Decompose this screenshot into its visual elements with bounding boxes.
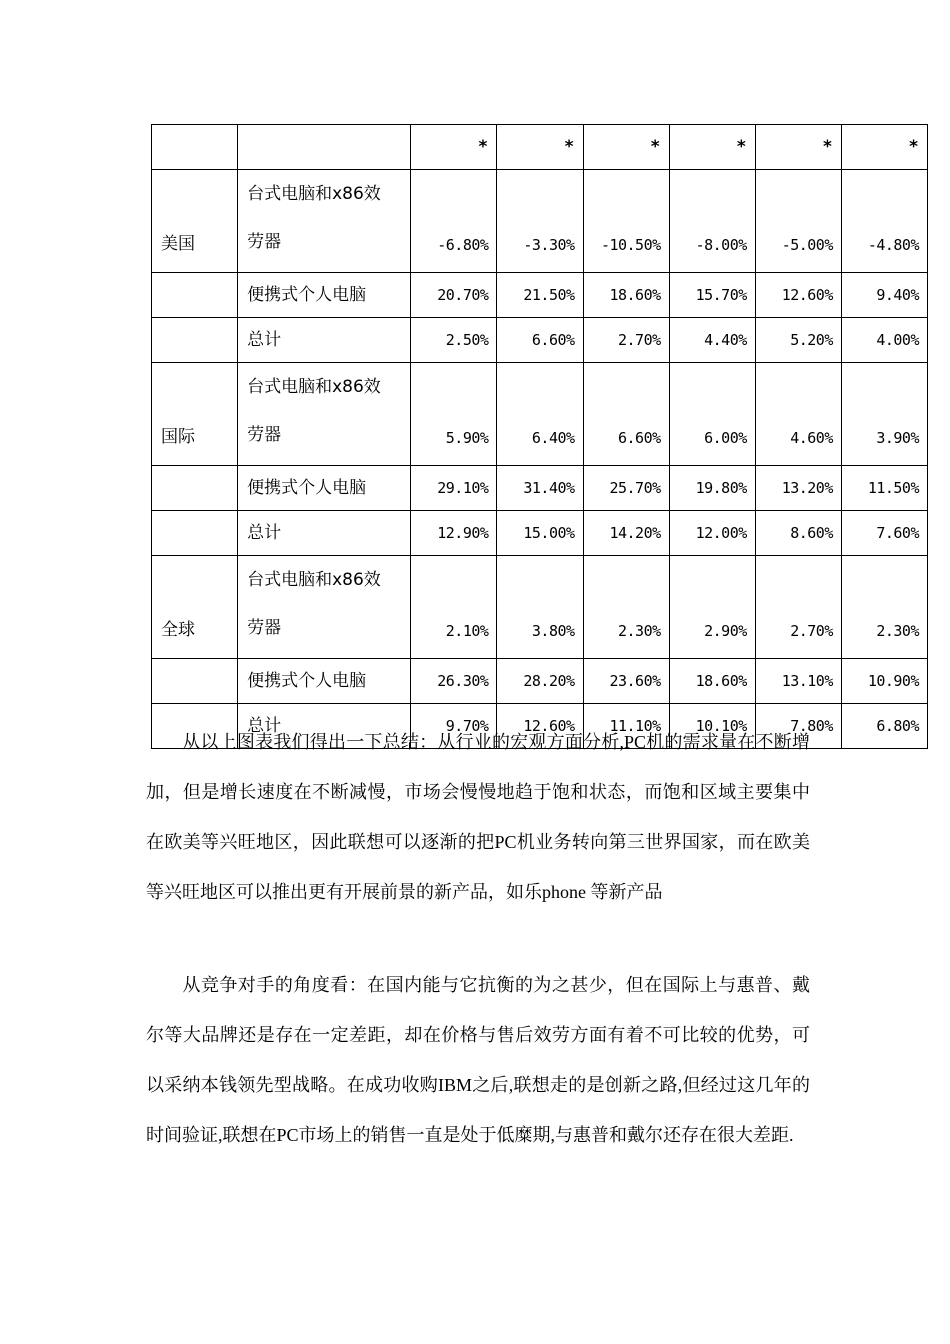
value-cell: 6.00% [669,363,755,466]
value-cell: 11.10% [583,704,669,749]
value-cell: 25.70% [583,466,669,511]
region-blank-cell [152,511,238,556]
category-label: 总计 [247,329,282,350]
category-label: 台式电脑和x86效劳器 [247,570,381,638]
table-row [152,556,928,659]
header-mark: * [755,125,841,170]
value-cell: 4.60% [755,363,841,466]
table-row [152,363,928,466]
value-cell: 31.40% [497,466,583,511]
growth-rate-table [151,124,928,749]
table-row [152,511,928,556]
category-label: 台式电脑和x86效劳器 [247,184,381,252]
value-cell: 6.80% [841,704,927,749]
table-row [152,273,928,318]
value-cell: 6.60% [583,363,669,466]
header-mark: * [411,125,497,170]
value-cell: -3.30% [497,170,583,273]
value-cell: 14.20% [583,511,669,556]
value-cell: 3.80% [497,556,583,659]
value-cell: 15.70% [669,273,755,318]
value-cell: 13.10% [755,659,841,704]
value-cell: 9.70% [411,704,497,749]
value-cell: 19.80% [669,466,755,511]
value-cell: 8.60% [755,511,841,556]
value-cell: 26.30% [411,659,497,704]
summary-paragraph [146,717,810,917]
competitor-paragraph-text: 从竞争对手的角度看：在国内能与它抗衡的为之甚少，但在国际上与惠普、戴尔等大品牌还是存在一定差距，却在价格与售后效劳方面有着不可比较的优势，可以采纳本钱领先型战略。在成功收购IBM之后,联想走的是创新之路,但经过这几年的时间验证,联想在PC市场上的销售一直是处于低糜期,与惠普和戴尔还存在很大差距. [146,975,810,1145]
category-label: 总计 [247,522,282,543]
category-cell [238,318,411,363]
region-blank-cell [152,318,238,363]
value-cell: 4.00% [841,318,927,363]
value-cell: 2.10% [411,556,497,659]
header-blank-cell [238,125,411,170]
value-cell: 7.60% [841,511,927,556]
value-cell: 15.00% [497,511,583,556]
category-cell [238,363,411,466]
table-header-row [152,125,928,170]
header-mark: * [669,125,755,170]
value-cell: 4.40% [669,318,755,363]
header-mark: * [841,125,927,170]
value-cell: 18.60% [669,659,755,704]
value-cell: 2.50% [411,318,497,363]
table-row [152,466,928,511]
value-cell: 2.70% [583,318,669,363]
value-cell: 2.30% [841,556,927,659]
category-label: 便携式个人电脑 [247,477,367,498]
value-cell: 5.20% [755,318,841,363]
category-label: 便携式个人电脑 [247,284,367,305]
value-cell: 20.70% [411,273,497,318]
header-mark: * [583,125,669,170]
competitor-paragraph [146,960,810,1160]
region-label: 国际 [152,363,238,466]
value-cell: -4.80% [841,170,927,273]
category-cell [238,273,411,318]
value-cell: 9.40% [841,273,927,318]
category-cell [238,659,411,704]
category-label: 总计 [247,715,282,736]
table-row [152,318,928,363]
value-cell: 2.30% [583,556,669,659]
value-cell: 21.50% [497,273,583,318]
value-cell: 11.50% [841,466,927,511]
value-cell: -6.80% [411,170,497,273]
category-cell [238,556,411,659]
region-blank-cell [152,659,238,704]
value-cell: 12.60% [497,704,583,749]
value-cell: 23.60% [583,659,669,704]
value-cell: 12.90% [411,511,497,556]
value-cell: 13.20% [755,466,841,511]
region-blank-cell [152,466,238,511]
table-row [152,659,928,704]
category-label: 台式电脑和x86效劳器 [247,377,381,445]
value-cell: 10.90% [841,659,927,704]
value-cell: 3.90% [841,363,927,466]
category-cell [238,466,411,511]
region-blank-cell [152,273,238,318]
value-cell: 10.10% [669,704,755,749]
category-cell [238,511,411,556]
table-row [152,170,928,273]
value-cell: 12.00% [669,511,755,556]
value-cell: -8.00% [669,170,755,273]
value-cell: -5.00% [755,170,841,273]
region-label: 全球 [152,556,238,659]
header-blank-cell [152,125,238,170]
summary-paragraph-text: 从以上图表我们得出一下总结：从行业的宏观方面分析,PC机的需求量在不断增加，但是增长速度在不断减慢，市场会慢慢地趋于饱和状态，而饱和区域主要集中在欧美等兴旺地区，因此联想可以逐渐的把PC机业务转向第三世界国家，而在欧美等兴旺地区可以推出更有开展前景的新产品，如乐phone 等新产品 [146,732,810,902]
value-cell: 6.60% [497,318,583,363]
value-cell: 7.80% [755,704,841,749]
value-cell: 29.10% [411,466,497,511]
value-cell: 18.60% [583,273,669,318]
region-label: 美国 [152,170,238,273]
value-cell: 2.70% [755,556,841,659]
header-mark: * [497,125,583,170]
value-cell: 6.40% [497,363,583,466]
value-cell: 12.60% [755,273,841,318]
value-cell: 5.90% [411,363,497,466]
value-cell: 28.20% [497,659,583,704]
category-cell [238,170,411,273]
category-label: 便携式个人电脑 [247,670,367,691]
value-cell: 2.90% [669,556,755,659]
value-cell: -10.50% [583,170,669,273]
